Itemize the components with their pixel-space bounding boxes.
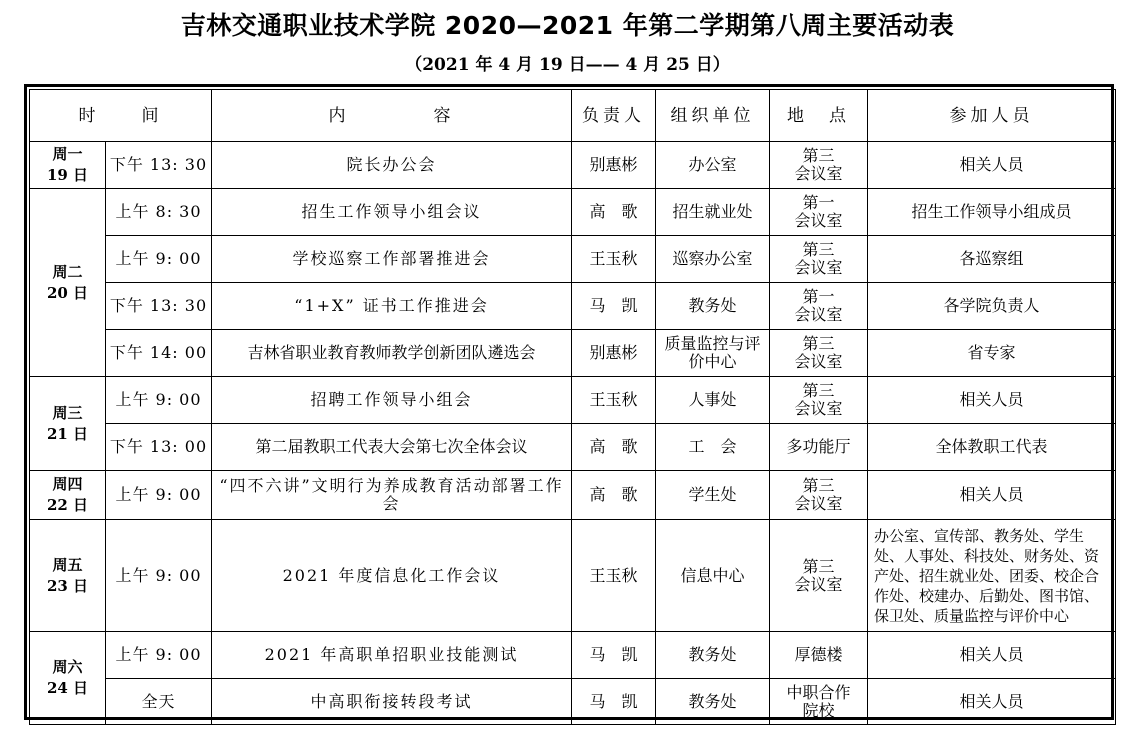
content-cell: 院长办公会	[212, 142, 572, 189]
col-header-content: 内 容	[212, 90, 572, 142]
unit-cell: 教务处	[656, 679, 770, 725]
place-cell: 第一 会议室	[770, 283, 868, 330]
day-cell: 周二 20 日	[30, 189, 106, 377]
unit-cell: 工 会	[656, 424, 770, 471]
time-cell: 下午 14: 00	[106, 330, 212, 377]
day-cell: 周六 24 日	[30, 632, 106, 725]
col-header-owner: 负责人	[572, 90, 656, 142]
table-row	[30, 632, 1116, 679]
place-cell: 中职合作 院校	[770, 679, 868, 725]
table-row	[30, 330, 1116, 377]
table-row	[30, 471, 1116, 520]
unit-cell: 质量监控与评价中心	[656, 330, 770, 377]
content-cell: 第二届教职工代表大会第七次全体会议	[212, 424, 572, 471]
owner-cell: 高 歌	[572, 424, 656, 471]
owner-cell: 马 凯	[572, 679, 656, 725]
table-row	[30, 377, 1116, 424]
time-cell: 上午 9: 00	[106, 520, 212, 632]
table-row	[30, 142, 1116, 189]
content-cell: 招聘工作领导小组会	[212, 377, 572, 424]
content-cell: 吉林省职业教育教师教学创新团队遴选会	[212, 330, 572, 377]
owner-cell: 马 凯	[572, 632, 656, 679]
owner-cell: 王玉秋	[572, 377, 656, 424]
time-cell: 上午 9: 00	[106, 377, 212, 424]
place-cell: 第三 会议室	[770, 330, 868, 377]
day-cell: 周三 21 日	[30, 377, 106, 471]
time-cell: 上午 9: 00	[106, 471, 212, 520]
table-row	[30, 679, 1116, 725]
owner-cell: 王玉秋	[572, 520, 656, 632]
unit-cell: 人事处	[656, 377, 770, 424]
content-cell: 2021 年高职单招职业技能测试	[212, 632, 572, 679]
time-cell: 下午 13: 30	[106, 283, 212, 330]
owner-cell: 王玉秋	[572, 236, 656, 283]
place-cell: 第三 会议室	[770, 236, 868, 283]
owner-cell: 别惠彬	[572, 330, 656, 377]
time-cell: 下午 13: 00	[106, 424, 212, 471]
unit-cell: 办公室	[656, 142, 770, 189]
attendees-cell: 相关人员	[868, 679, 1116, 725]
owner-cell: 高 歌	[572, 471, 656, 520]
attendees-cell: 办公室、宣传部、教务处、学生处、人事处、科技处、财务处、资产处、招生就业处、团委、校企合作处、校建办、后勤处、图书馆、保卫处、质量监控与评价中心	[868, 520, 1116, 632]
attendees-cell: 各学院负责人	[868, 283, 1116, 330]
table-row	[30, 424, 1116, 471]
place-cell: 第一 会议室	[770, 189, 868, 236]
attendees-cell: 省专家	[868, 330, 1116, 377]
date-range: （2021 年 4 月 19 日—— 4 月 25 日）	[405, 55, 730, 75]
content-cell: 中高职衔接转段考试	[212, 679, 572, 725]
time-cell: 下午 13: 30	[106, 142, 212, 189]
attendees-cell: 全体教职工代表	[868, 424, 1116, 471]
time-cell: 上午 9: 00	[106, 236, 212, 283]
col-header-unit: 组织单位	[656, 90, 770, 142]
attendees-cell: 相关人员	[868, 632, 1116, 679]
unit-cell: 教务处	[656, 283, 770, 330]
owner-cell: 马 凯	[572, 283, 656, 330]
attendees-cell: 相关人员	[868, 142, 1116, 189]
col-header-attendees: 参加人员	[868, 90, 1116, 142]
attendees-cell: 招生工作领导小组成员	[868, 189, 1116, 236]
place-cell: 第三 会议室	[770, 520, 868, 632]
place-cell: 多功能厅	[770, 424, 868, 471]
table-row	[30, 283, 1116, 330]
table-row	[30, 520, 1116, 632]
page-title: 吉林交通职业技术学院 2020—2021 年第二学期第八周主要活动表	[180, 11, 955, 40]
attendees-cell: 相关人员	[868, 377, 1116, 424]
unit-cell: 信息中心	[656, 520, 770, 632]
day-cell: 周五 23 日	[30, 520, 106, 632]
col-header-time: 时 间	[30, 90, 212, 142]
time-cell: 上午 9: 00	[106, 632, 212, 679]
unit-cell: 学生处	[656, 471, 770, 520]
time-cell: 上午 8: 30	[106, 189, 212, 236]
content-cell: 学校巡察工作部署推进会	[212, 236, 572, 283]
unit-cell: 教务处	[656, 632, 770, 679]
col-header-place: 地 点	[770, 90, 868, 142]
day-cell: 周四 22 日	[30, 471, 106, 520]
activity-table	[29, 89, 1116, 725]
unit-cell: 招生就业处	[656, 189, 770, 236]
place-cell: 第三 会议室	[770, 471, 868, 520]
content-cell: 2021 年度信息化工作会议	[212, 520, 572, 632]
place-cell: 第三 会议室	[770, 142, 868, 189]
place-cell: 厚德楼	[770, 632, 868, 679]
owner-cell: 高 歌	[572, 189, 656, 236]
time-cell: 全天	[106, 679, 212, 725]
header-row	[30, 90, 1116, 142]
attendees-cell: 相关人员	[868, 471, 1116, 520]
day-cell: 周一 19 日	[30, 142, 106, 189]
table-row	[30, 189, 1116, 236]
place-cell: 第三 会议室	[770, 377, 868, 424]
schedule-frame	[24, 84, 1114, 720]
content-cell: “1+X” 证书工作推进会	[212, 283, 572, 330]
content-cell: 招生工作领导小组会议	[212, 189, 572, 236]
owner-cell: 别惠彬	[572, 142, 656, 189]
table-row	[30, 236, 1116, 283]
unit-cell: 巡察办公室	[656, 236, 770, 283]
content-cell: “四不六讲”文明行为养成教育活动部署工作会	[212, 471, 572, 520]
attendees-cell: 各巡察组	[868, 236, 1116, 283]
